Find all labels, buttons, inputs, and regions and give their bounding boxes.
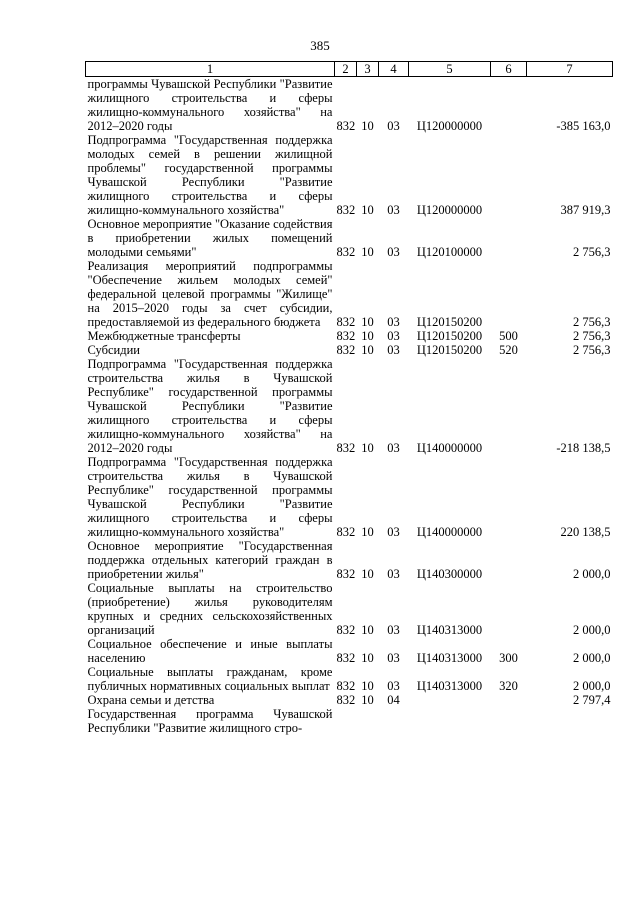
row-code-section: 10 bbox=[361, 119, 374, 133]
row-code-expense-type bbox=[491, 455, 527, 539]
column-header-5: 5 bbox=[409, 62, 491, 77]
row-description: Подпрограмма "Государственная поддержка строительства жилья в Чувашской Республике" государственной программы Чувашской Республики "Развитие жилищного строительства и сферы жилищно-коммунального хозяйства" bbox=[87, 455, 333, 539]
row-code-expense-type bbox=[491, 217, 527, 259]
row-code-target: Ц120100000 bbox=[416, 245, 483, 259]
row-code-target: Ц140313000 bbox=[416, 679, 483, 693]
column-header-4: 4 bbox=[379, 62, 409, 77]
row-code-subsection: 04 bbox=[387, 693, 400, 707]
row-description: Охрана семьи и детства bbox=[87, 693, 215, 707]
table-row bbox=[86, 539, 613, 581]
table-row bbox=[86, 133, 613, 217]
row-code-target bbox=[409, 693, 491, 707]
row-code-subsection: 03 bbox=[387, 651, 400, 665]
row-code-admin bbox=[335, 707, 357, 735]
row-code-section: 10 bbox=[361, 693, 374, 707]
column-header-6: 6 bbox=[491, 62, 527, 77]
row-amount: 2 756,3 bbox=[573, 245, 611, 259]
row-description: Реализация мероприятий подпрограммы "Обеспечение жильем молодых семей" федеральной целевой программы "Жилище" на 2015–2020 годы за счет субсидии, предоставляемой из федерального бюджета bbox=[87, 259, 333, 329]
row-code-target: Ц120150200 bbox=[416, 329, 483, 343]
row-amount: 220 138,5 bbox=[560, 525, 611, 539]
row-description: Основное мероприятие "Оказание содействия в приобретении жилых помещений молодыми семьями" bbox=[87, 217, 333, 259]
row-code-section: 10 bbox=[361, 525, 374, 539]
row-amount: 387 919,3 bbox=[560, 203, 611, 217]
row-code-target: Ц140313000 bbox=[416, 623, 483, 637]
row-code-section: 10 bbox=[361, 315, 374, 329]
row-code-section: 10 bbox=[361, 651, 374, 665]
row-code-subsection: 03 bbox=[387, 525, 400, 539]
row-code-target: Ц140313000 bbox=[416, 651, 483, 665]
row-code-target: Ц140300000 bbox=[416, 567, 483, 581]
row-code-admin: 832 bbox=[336, 315, 356, 329]
table-row bbox=[86, 259, 613, 329]
column-header-3: 3 bbox=[357, 62, 379, 77]
row-code-subsection: 03 bbox=[387, 441, 400, 455]
table-row bbox=[86, 357, 613, 455]
row-description: Социальные выплаты гражданам, кроме публичных нормативных социальных выплат bbox=[87, 665, 333, 693]
row-description: Государственная программа Чувашской Республики "Развитие жилищного стро- bbox=[87, 707, 333, 735]
row-code-expense-type: 300 bbox=[499, 651, 518, 665]
row-code-admin: 832 bbox=[336, 343, 356, 357]
row-code-expense-type bbox=[491, 357, 527, 455]
row-code-section: 10 bbox=[361, 441, 374, 455]
column-header-2: 2 bbox=[335, 62, 357, 77]
table-row bbox=[86, 707, 613, 735]
row-code-target bbox=[409, 707, 491, 735]
row-code-subsection: 03 bbox=[387, 679, 400, 693]
row-amount bbox=[527, 707, 613, 735]
row-code-target: Ц120150200 bbox=[416, 315, 483, 329]
row-code-section bbox=[357, 707, 379, 735]
column-header-7: 7 bbox=[527, 62, 613, 77]
header-row bbox=[86, 62, 613, 77]
row-code-subsection: 03 bbox=[387, 315, 400, 329]
row-code-expense-type bbox=[491, 259, 527, 329]
table-row bbox=[86, 77, 613, 134]
row-amount: -385 163,0 bbox=[556, 119, 611, 133]
row-amount: 2 000,0 bbox=[573, 623, 611, 637]
row-code-expense-type bbox=[491, 581, 527, 637]
row-code-target: Ц120000000 bbox=[416, 203, 483, 217]
row-code-subsection: 03 bbox=[387, 245, 400, 259]
table-body bbox=[86, 77, 613, 736]
row-code-admin: 832 bbox=[336, 119, 356, 133]
row-code-target: Ц140000000 bbox=[416, 525, 483, 539]
row-code-expense-type bbox=[491, 77, 527, 134]
page-number: 385 bbox=[310, 38, 330, 53]
row-code-admin: 832 bbox=[336, 203, 356, 217]
table-row bbox=[86, 665, 613, 693]
row-code-expense-type bbox=[491, 707, 527, 735]
row-code-section: 10 bbox=[361, 679, 374, 693]
table-header bbox=[86, 62, 613, 77]
row-code-expense-type: 520 bbox=[499, 343, 518, 357]
row-description: Социальное обеспечение и иные выплаты населению bbox=[87, 637, 333, 665]
row-description: программы Чувашской Республики "Развитие жилищного строительства и сферы жилищно-коммунального хозяйства" на 2012–2020 годы bbox=[87, 77, 333, 133]
row-code-admin: 832 bbox=[336, 651, 356, 665]
row-code-admin: 832 bbox=[336, 441, 356, 455]
row-code-admin: 832 bbox=[336, 525, 356, 539]
row-amount: 2 000,0 bbox=[573, 567, 611, 581]
row-code-target: Ц140000000 bbox=[416, 441, 483, 455]
budget-table bbox=[85, 61, 613, 735]
column-header-1: 1 bbox=[86, 62, 335, 77]
row-amount: 2 756,3 bbox=[573, 343, 611, 357]
row-code-section: 10 bbox=[361, 623, 374, 637]
row-code-section: 10 bbox=[361, 343, 374, 357]
row-code-expense-type bbox=[491, 133, 527, 217]
row-description: Подпрограмма "Государственная поддержка молодых семей в решении жилищной проблемы" государственной программы Чувашской Республики "Развитие жилищного строительства и сферы жилищно-коммунального хозяйства" bbox=[87, 133, 333, 217]
row-description: Межбюджетные трансферты bbox=[87, 329, 241, 343]
table-row bbox=[86, 217, 613, 259]
row-code-section: 10 bbox=[361, 203, 374, 217]
table-row bbox=[86, 637, 613, 665]
row-code-admin: 832 bbox=[336, 623, 356, 637]
row-code-admin: 832 bbox=[336, 567, 356, 581]
row-code-admin: 832 bbox=[336, 245, 356, 259]
table-row bbox=[86, 455, 613, 539]
row-description: Подпрограмма "Государственная поддержка строительства жилья в Чувашской Республике" государственной программы Чувашской Республики "Развитие жилищного строительства и сферы жилищно-коммунального хозяйства" на 2012–2020 годы bbox=[87, 357, 333, 455]
row-amount: 2 756,3 bbox=[573, 315, 611, 329]
row-code-target: Ц120000000 bbox=[416, 119, 483, 133]
row-code-subsection: 03 bbox=[387, 119, 400, 133]
table-row bbox=[86, 329, 613, 343]
row-code-subsection: 03 bbox=[387, 203, 400, 217]
row-amount: 2 756,3 bbox=[573, 329, 611, 343]
row-code-subsection: 03 bbox=[387, 567, 400, 581]
row-code-subsection bbox=[379, 707, 409, 735]
row-code-subsection: 03 bbox=[387, 623, 400, 637]
row-code-expense-type: 320 bbox=[499, 679, 518, 693]
table-row bbox=[86, 581, 613, 637]
table-row bbox=[86, 343, 613, 357]
row-code-expense-type bbox=[491, 539, 527, 581]
row-amount: 2 000,0 bbox=[573, 651, 611, 665]
row-code-expense-type bbox=[491, 693, 527, 707]
row-code-admin: 832 bbox=[336, 329, 356, 343]
row-code-expense-type: 500 bbox=[499, 329, 518, 343]
row-amount: 2 000,0 bbox=[573, 679, 611, 693]
row-code-subsection: 03 bbox=[387, 329, 400, 343]
row-code-admin: 832 bbox=[336, 693, 356, 707]
row-code-admin: 832 bbox=[336, 679, 356, 693]
row-code-section: 10 bbox=[361, 567, 374, 581]
row-amount: 2 797,4 bbox=[573, 693, 611, 707]
row-code-section: 10 bbox=[361, 329, 374, 343]
row-code-target: Ц120150200 bbox=[416, 343, 483, 357]
row-code-subsection: 03 bbox=[387, 343, 400, 357]
row-description: Основное мероприятие "Государственная поддержка отдельных категорий граждан в приобретении жилья" bbox=[87, 539, 333, 581]
row-code-section: 10 bbox=[361, 245, 374, 259]
row-description: Субсидии bbox=[87, 343, 140, 357]
row-amount: -218 138,5 bbox=[556, 441, 611, 455]
row-description: Социальные выплаты на строительство (приобретение) жилья руководителям крупных и средних сельскохозяйственных организаций bbox=[87, 581, 333, 637]
table-row bbox=[86, 693, 613, 707]
